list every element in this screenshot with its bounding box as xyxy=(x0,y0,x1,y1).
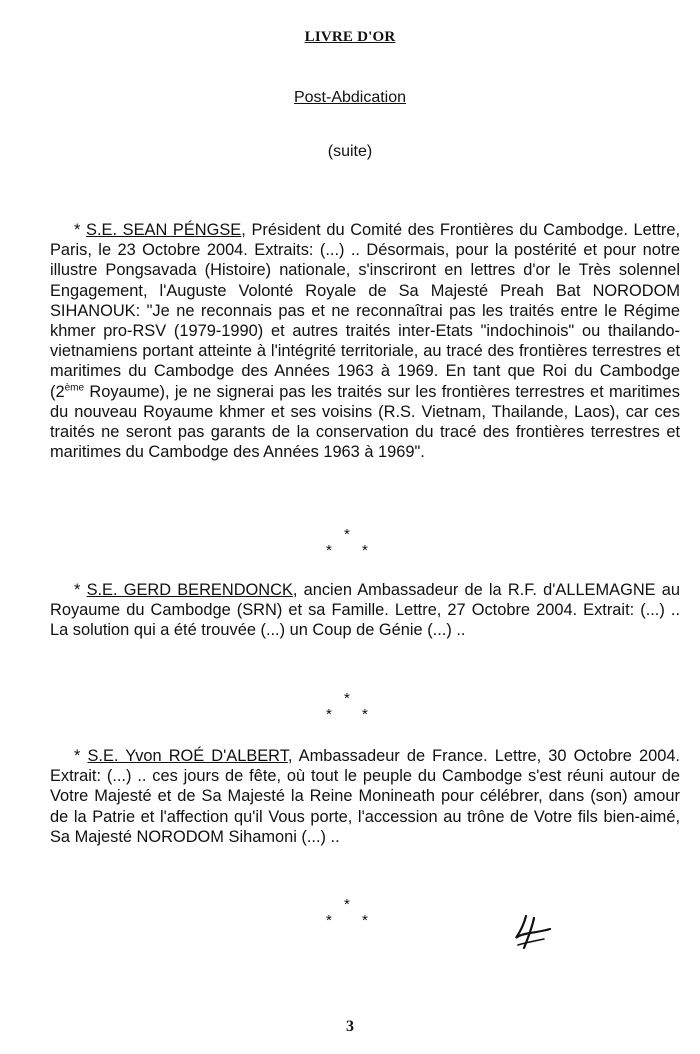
separator-star: * xyxy=(362,912,368,929)
entry-bullet: * xyxy=(74,747,88,765)
separator-star: * xyxy=(362,706,368,723)
asterism-separator xyxy=(318,526,378,558)
separator-star: * xyxy=(344,526,350,543)
entry-text: , Président du Comité des Frontières du Cambodge. Lettre, Paris, le 23 Octobre 2004. Extraits: (...) .. Désormais, pour la postérité et pour notre illustre Pongsavada (Histoire) nationale, s'inscriront en lettres d'or le Très solennel Engagement, l'Auguste Volonté Royale de Sa Majesté Preah Bat NORODOM SIHANOUK: "Je ne reconnais pas et ne reconnaîtrai pas les traités entre le Régime khmer pro-RSV (1979-1990) et autres traités inter-Etats "indochinois" ou thailando-vietnamiens portant atteinte à l'intégrité territoriale, au tracé des frontières terrestres et maritimes du Cambodge des Années 1963 à 1969. En tant que Roi du Cambodge (2 xyxy=(50,221,680,401)
entry-text: , ancien Ambassadeur de la R.F. d'ALLEMAGNE au Royaume du Cambodge (SRN) et sa Famille. Lettre, 27 Octobre 2004. Extrait: (...) .. La solution qui a été trouvée (...) un Coup de Génie (...) .. xyxy=(50,581,680,640)
handwritten-initial-signature xyxy=(504,912,554,952)
entry-superscript: ème xyxy=(64,382,85,394)
page-number: 3 xyxy=(346,1018,354,1035)
entry-author-name: S.E. Yvon ROÉ D'ALBERT xyxy=(87,747,288,765)
asterism-separator xyxy=(318,896,378,928)
separator-star: * xyxy=(326,912,332,929)
separator-star: * xyxy=(362,542,368,559)
entry-text: , Ambassadeur de France. Lettre, 30 Octobre 2004. Extrait: (...) .. ces jours de fête, où tout le peuple du Cambodge s'est réuni autour de Votre Majesté et de Sa Majesté la Reine Monineath pour célébrer, dans (son) amour de la Patrie et l'affection qu'il Vous porte, l'accession au trône de Votre fils bien-aimé, Sa Majesté NORODOM Sihamoni (...) .. xyxy=(50,747,680,846)
letter-entry xyxy=(50,580,680,641)
letter-entry xyxy=(50,746,680,847)
page-subtitle: Post-Abdication xyxy=(293,89,407,106)
letter-entry xyxy=(50,220,680,462)
continuation-note: (suite) xyxy=(327,143,373,160)
entry-bullet: * xyxy=(74,221,87,239)
page-title: LIVRE D'OR xyxy=(304,29,396,45)
asterism-separator xyxy=(318,690,378,722)
separator-star: * xyxy=(326,706,332,723)
entry-author-name: S.E. GERD BERENDONCK xyxy=(86,581,293,599)
entry-bullet: * xyxy=(74,581,87,599)
separator-star: * xyxy=(344,896,350,913)
separator-star: * xyxy=(344,690,350,707)
entry-text-continued: Royaume), je ne signerai pas les traités sur les frontières terrestres et maritimes du nouveau Royaume khmer et ses voisins (R.S. Vietnam, Thailande, Laos), car ces traités ne seront pas garants de la conservation du tracé des frontières terrestres et maritimes du Cambodge des Années 1963 à 1969". xyxy=(50,382,680,462)
entry-author-name: S.E. SEAN PÉNGSE xyxy=(86,221,242,239)
separator-star: * xyxy=(326,542,332,559)
